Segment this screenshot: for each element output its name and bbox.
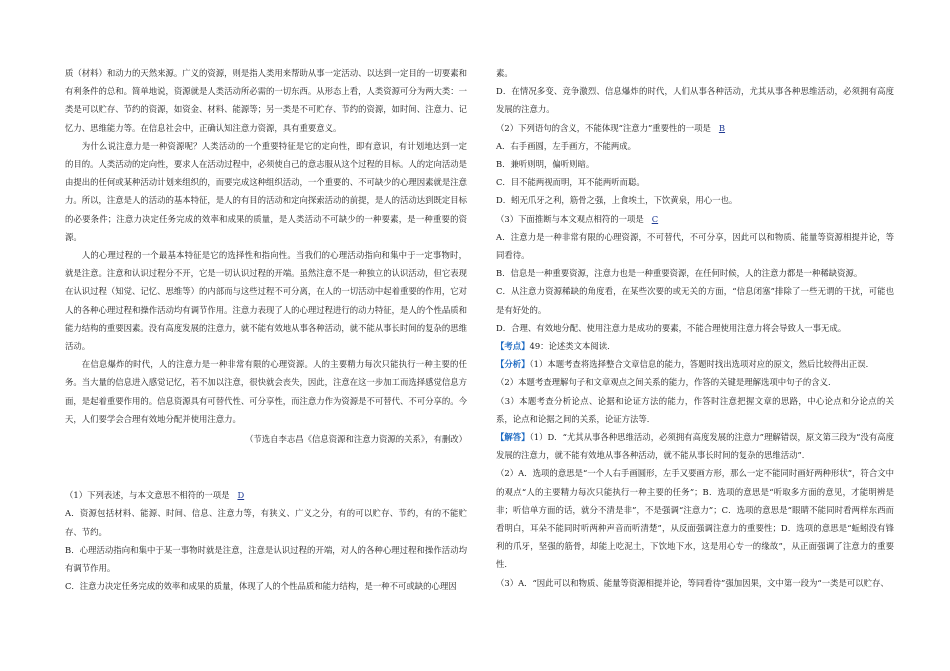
question-1-option-c-continued: 素。 bbox=[496, 68, 513, 78]
question-1-option-b: B．心理活动指向和集中于某一事物时就是注意，注意是认识过程的开端，对人的各种心理过程和操作活动均有调节作用。 bbox=[65, 544, 467, 574]
fenxi-line-3: （3）本题考查分析论点、论据和论证方法的能力，作答时注意把握文章的思路，中心论点和分论点的关系，论点和论据之间的关系，论证方法等． bbox=[496, 395, 894, 424]
question-1-option-a: A．资源包括材料、能源、时间、信息、注意力等，有狭义、广义之分，有的可以贮存、节约，有的不能贮存、节约。 bbox=[65, 508, 467, 537]
fenxi-section bbox=[496, 355, 894, 373]
question-1-option-d: D．在情况多变、竞争激烈、信息爆炸的时代，人们从事各种活动，尤其从事各种思维活动，必须拥有高度发展的注意力。 bbox=[496, 86, 894, 115]
question-1-option-c: C．注意力决定任务完成的效率和成果的质量，体现了人的个性品质和能力结构，是一种不可或缺的心理因 bbox=[65, 581, 457, 592]
kaodian-section bbox=[496, 337, 894, 355]
question-2 bbox=[496, 119, 894, 137]
question-2-answer: B bbox=[718, 122, 726, 133]
source-citation: （节选自李志昌《信息资源和注意力资源的关系》，有删改） bbox=[245, 434, 467, 445]
spacer bbox=[65, 448, 467, 486]
question-3-stem: （3）下面推断与本文观点相符的一项是 bbox=[496, 213, 644, 224]
question-1-answer: D bbox=[237, 490, 245, 501]
left-column bbox=[65, 64, 467, 595]
question-2-option-d: D．蚓无爪牙之利，筋骨之强，上食埃土，下饮黄泉，用心一也。 bbox=[496, 195, 738, 206]
jieda-section bbox=[496, 428, 894, 464]
question-3-option-c: C．从注意力资源稀缺的角度看，在某些次要的或无关的方面，“信息闭塞”排除了一些无谓的干扰，可能也是有好处的。 bbox=[496, 286, 894, 315]
question-3 bbox=[496, 210, 894, 228]
jieda-tag: 【解答】 bbox=[496, 432, 530, 443]
question-3-option-b: B．信息是一种重要资源，注意力也是一种重要资源，在任何时候，人的注意力都是一种稀缺资源。 bbox=[496, 268, 863, 279]
jieda-line-2: （2）A．选项的意思是“一个人右手画圆形，左手又要画方形，那么一定不能同时画好两种形状”，符合文中的观点“人的主要精力每次只能执行一种主要的任务”；B．选项的意思是“听取多方面的意见，才能明辨是非；听信单方面的话，就分不清是非”，不是强调“注意力”；C．选项的意思是“眼睛不能同时看两样东西而看明白，耳朵不能同时听两种声音而听清楚”，从反面强调注意力的重要性；D．选项的意思是“蚯蚓没有锋利的爪牙，坚强的筋骨，却能上吃泥土，下饮地下水，这是用心专一的缘故”，从正面强调了注意力的重要性． bbox=[496, 468, 894, 570]
question-1 bbox=[65, 486, 467, 504]
jieda-line-1: （1）D．“尤其从事各种思维活动，必须拥有高度发展的注意力”理解错误，原文第三段为“没有高度发展的注意力，就不能有效地从事各种活动，就不能从事长时间的复杂的思维活动”． bbox=[496, 432, 894, 461]
paragraph-1: 质（材料）和动力的天然来源。广义的资源，则是指人类用来帮助从事一定活动、以达到一定目的一切要素和有利条件的总和。简单地说，资源就是人类活动所必需的一切东西。从形态上看，人类资源可分为两大类：一类是可以贮存、节约的资源，如资金、材料、能源等；另一类是不可贮存、节约的资源，如时间、注意力、记忆力、思维能力等。在信息社会中，正确认知注意力资源，具有重要意义。 bbox=[65, 68, 467, 133]
right-column bbox=[496, 64, 894, 592]
question-1-stem: （1）下列表述，与本文意思不相符的一项是 bbox=[65, 490, 230, 501]
question-3-answer: C bbox=[651, 213, 659, 224]
jieda-line-3: （3）A．“因此可以和物质、能量等资源相提并论，等同看待”强加因果，文中第一段为“一类是可以贮存、 bbox=[496, 577, 889, 588]
question-2-option-a: A．右手画圆，左手画方，不能两成。 bbox=[496, 140, 637, 151]
paragraph-4: 在信息爆炸的时代，人的注意力是一种非常有限的心理资源。人的主要精力每次只能执行一种主要的任务。当大量的信息进入感觉记忆，若不加以注意，很快就会丧失，因此，注意在这一步加工而选择感觉信息方面，是起着重要作用的。信息资源具有可替代性、可分享性，而注意力作为资源是不可替代、不可分享的。今天，人们要学会合理有效地分配并使用注意力。 bbox=[65, 359, 467, 424]
kaodian-tag: 【考点】 bbox=[496, 341, 530, 352]
paragraph-3: 人的心理过程的一个最基本特征是它的选择性和指向性。当我们的心理活动指向和集中于一定事物时，就是注意。注意和认识过程分不开，它是一切认识过程的开端。虽然注意不是一种独立的认识活动，但它表现在认识过程（知觉、记忆、思维等）的内部而与这些过程不可分离，在人的一切活动中起着重要的作用，它对人的各种心理过程和操作活动均有调节作用。注意力表现了人的心理过程进行的动力特征，是人的个性品质和能力结构的重要因素。没有高度发展的注意力，就不能有效地从事各种活动，就不能从事长时间的复杂的思维活动。 bbox=[65, 250, 467, 352]
question-3-option-d: D．合理、有效地分配、使用注意力是成功的要素，不能合理使用注意力将会导致人一事无成。 bbox=[496, 322, 847, 333]
fenxi-line-2: （2）本题考查理解句子和文章观点之间关系的能力，作答的关键是理解选项中句子的含义． bbox=[496, 377, 837, 388]
question-2-option-c: C．目不能两视而明，耳不能两听而聪。 bbox=[496, 177, 645, 188]
question-3-option-a: A．注意力是一种非常有限的心理资源，不可替代，不可分享，因此可以和物质、能量等资源相提并论，等同看待。 bbox=[496, 231, 894, 261]
paragraph-2: 为什么说注意力是一种资源呢？人类活动的一个重要特征是它的定向性，即有意识，有计划地达到一定的目的。人类活动的定向性，要求人在活动过程中，必须使自己的意志服从这个过程的目标。人的定向活动是由提出的任何或某种活动计划来组织的，而要完成这种组织活动，一个重要的、不可缺少的心理因素就是注意力。所以，注意是人的活动的基本特征，是人的有目的活动和定向探索活动的前提，是人的活动达到既定目标的必要条件；注意力决定任务完成的效率和成果的质量，是人类活动不可缺少的一种要素，是一种重要的资源。 bbox=[65, 140, 467, 242]
fenxi-tag: 【分析】 bbox=[496, 359, 530, 370]
fenxi-line-1: （1）本题考查将选择整合文章信息的能力，答题时找出选项对应的原文，然后比较得出正误． bbox=[529, 359, 875, 370]
question-2-option-b: B．兼听则明，偏听则暗。 bbox=[496, 159, 595, 170]
question-2-stem: （2）下列语句的含义，不能体现“注意力”重要性的一项是 bbox=[496, 122, 711, 133]
kaodian-text: 49：论述类文本阅读． bbox=[529, 341, 616, 352]
